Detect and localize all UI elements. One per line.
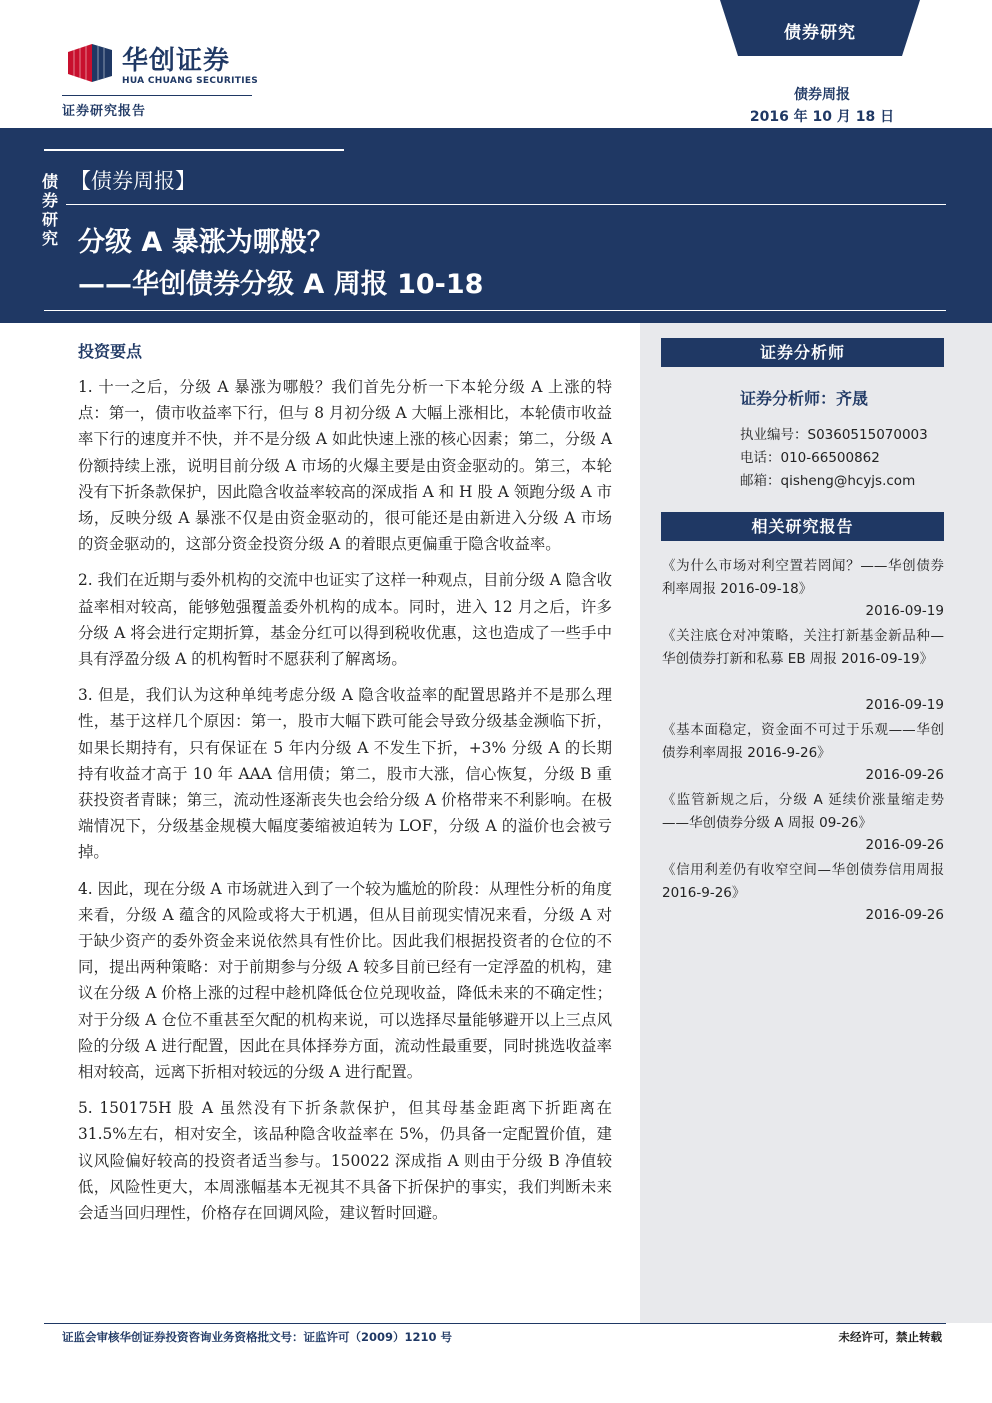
main-body: [78, 374, 612, 1236]
banner-rule-top: [44, 149, 344, 151]
paragraph: 5. 150175H 股 A 虽然没有下折条款保护，但其母基金距离下折距离在 31.5%左右，相对安全，该品种隐含收益率在 5%，仍具备一定配置价值，建议风险偏好较高的投资者适当参与。150022 深成指 A 则由于分级 B 净值较低，风险性更大，本周涨幅基本无视其不具备下折保护的事实，我们判断未来会适当回归理性，价格存在回调风险，建议暂时回避。: [78, 1099, 612, 1223]
report-subtitle: ——华创债券分级 A 周报 10-18: [78, 269, 484, 300]
report-title: 分级 A 暴涨为哪般？: [78, 227, 334, 258]
company-logo-icon: [64, 40, 116, 86]
footer-license-notice: 证监会审核华创证券投资咨询业务资格批文号：证监许可（2009）1210 号: [62, 1330, 453, 1344]
footer-copyright-notice: 未经许可，禁止转载: [838, 1330, 942, 1344]
analyst-section-header: 证券分析师: [661, 338, 944, 367]
logo-text-cn: 华创证券: [122, 46, 231, 76]
banner-tag: 【债券周报】: [70, 169, 196, 193]
logo-text-en: HUA CHUANG SECURITIES: [122, 76, 259, 86]
paragraph: 2. 我们在近期与委外机构的交流中也证实了这样一种观点，目前分级 A 隐含收益率相对较高，能够勉强覆盖委外机构的成本。同时，进入 12 月之后，许多分级 A 将会进行定期折算，基金分红可以得到税收优惠，这也造成了一些手中具有浮盈分级 A 的机构暂时不愿获利了解离场。: [78, 571, 612, 669]
paragraph: 1. 十一之后，分级 A 暴涨为哪般？我们首先分析一下本轮分级 A 上涨的特点：第一，债市收益率下行，但与 8 月初分级 A 大幅上涨相比，本轮债市收益率下行的速度并不快，并不是分级 A 如此快速上涨的核心因素；第二，分级 A 份额持续上涨，说明目前分级 A 市场的火爆主要是由资金驱动的。第三，本轮没有下折条款保护，因此隐含收益率较高的深成指 A 和 H 股 A 领跑分级 A 市场，反映分级 A 暴涨不仅是由资金驱动的，很可能还是由新进入分级 A 市场的资金驱动的，这部分资金投资分级 A 的着眼点更偏重于隐含收益率。: [78, 378, 612, 554]
report-series-label: 债券周报: [794, 87, 850, 103]
related-report-date: 2016-09-19: [865, 603, 944, 619]
category-tab: [720, 0, 920, 56]
related-report-date: 2016-09-26: [865, 837, 944, 853]
banner-vertical-label: 债 券 研 究: [41, 172, 58, 248]
related-report-title[interactable]: 《关注底仓对冲策略，关注打新基金新品种— 华创债券打新和私募 EB 周报 2016-09-19》: [662, 628, 944, 667]
related-reports-header: 相关研究报告: [661, 512, 944, 541]
banner-rule-bottom: [44, 310, 946, 311]
report-type-label: 证券研究报告: [62, 104, 147, 119]
analyst-phone: 电话：010-66500862: [740, 450, 880, 466]
paragraph: 4. 因此，现在分级 A 市场就进入到了一个较为尴尬的阶段：从理性分析的角度来看，分级 A 蕴含的风险或将大于机遇，但从目前现实情况来看，分级 A 对于缺少资产的委外资金来说依然具有性价比。因此我们根据投资者的仓位的不同，提出两种策略：对于前期参与分级 A 较多目前已经有一定浮盈的机构，建议在分级 A 价格上涨的过程中趁机降低仓位兑现收益，降低未来的不确定性；对于分级 A 仓位不重甚至欠配的机构来说，可以选择尽量能够避开以上三点风险的分级 A 进行配置，因此在具体择券方面，流动性最重要，同时挑选收益率相对较高，远离下折相对较远的分级 A 进行配置。: [78, 879, 612, 1082]
analyst-email[interactable]: 邮箱：qisheng@hcyjs.com: [740, 473, 916, 489]
related-report-date: 2016-09-26: [865, 767, 944, 783]
banner-rule-mid: [66, 204, 946, 205]
logo-divider: [62, 95, 252, 96]
category-tab-label: 债券研究: [784, 23, 856, 43]
related-report-title[interactable]: 《信用利差仍有收窄空间—华创债券信用周报 2016-9-26》: [662, 862, 944, 901]
analyst-name: 证券分析师：齐晟: [740, 389, 869, 408]
title-banner: [0, 128, 992, 323]
analyst-license: 执业编号：S0360515070003: [740, 427, 928, 443]
section-title: 投资要点: [78, 342, 143, 361]
related-report-title[interactable]: 《基本面稳定，资金面不可过于乐观——华创债券利率周报 2016-9-26》: [662, 722, 944, 761]
related-report-date: 2016-09-26: [865, 907, 944, 923]
footer-divider: [44, 1323, 946, 1324]
report-date: 2016 年 10 月 18 日: [749, 109, 895, 125]
related-report-title[interactable]: 《为什么市场对利空置若罔闻？——华创债券利率周报 2016-09-18》: [662, 558, 944, 597]
related-report-date: 2016-09-19: [865, 697, 944, 713]
paragraph: 3. 但是，我们认为这种单纯考虑分级 A 隐含收益率的配置思路并不是那么理性，基于这样几个原因：第一，股市大幅下跌可能会导致分级基金濒临下折，如果长期持有，只有保证在 5 年内分级 A 不发生下折，+3% 分级 A 的长期持有收益才高于 10 年 AAA 信用债；第二，股市大涨，信心恢复，分级 B 重获投资者青睐；第三，流动性逐渐丧失也会给分级 A 价格带来不利影响。在极端情况下，分级基金规模大幅度萎缩被迫转为 LOF，分级 A 的溢价也会被亏掉。: [78, 686, 612, 862]
related-report-title[interactable]: 《监管新规之后，分级 A 延续价涨量缩走势——华创债券分级 A 周报 09-26》: [662, 792, 944, 831]
